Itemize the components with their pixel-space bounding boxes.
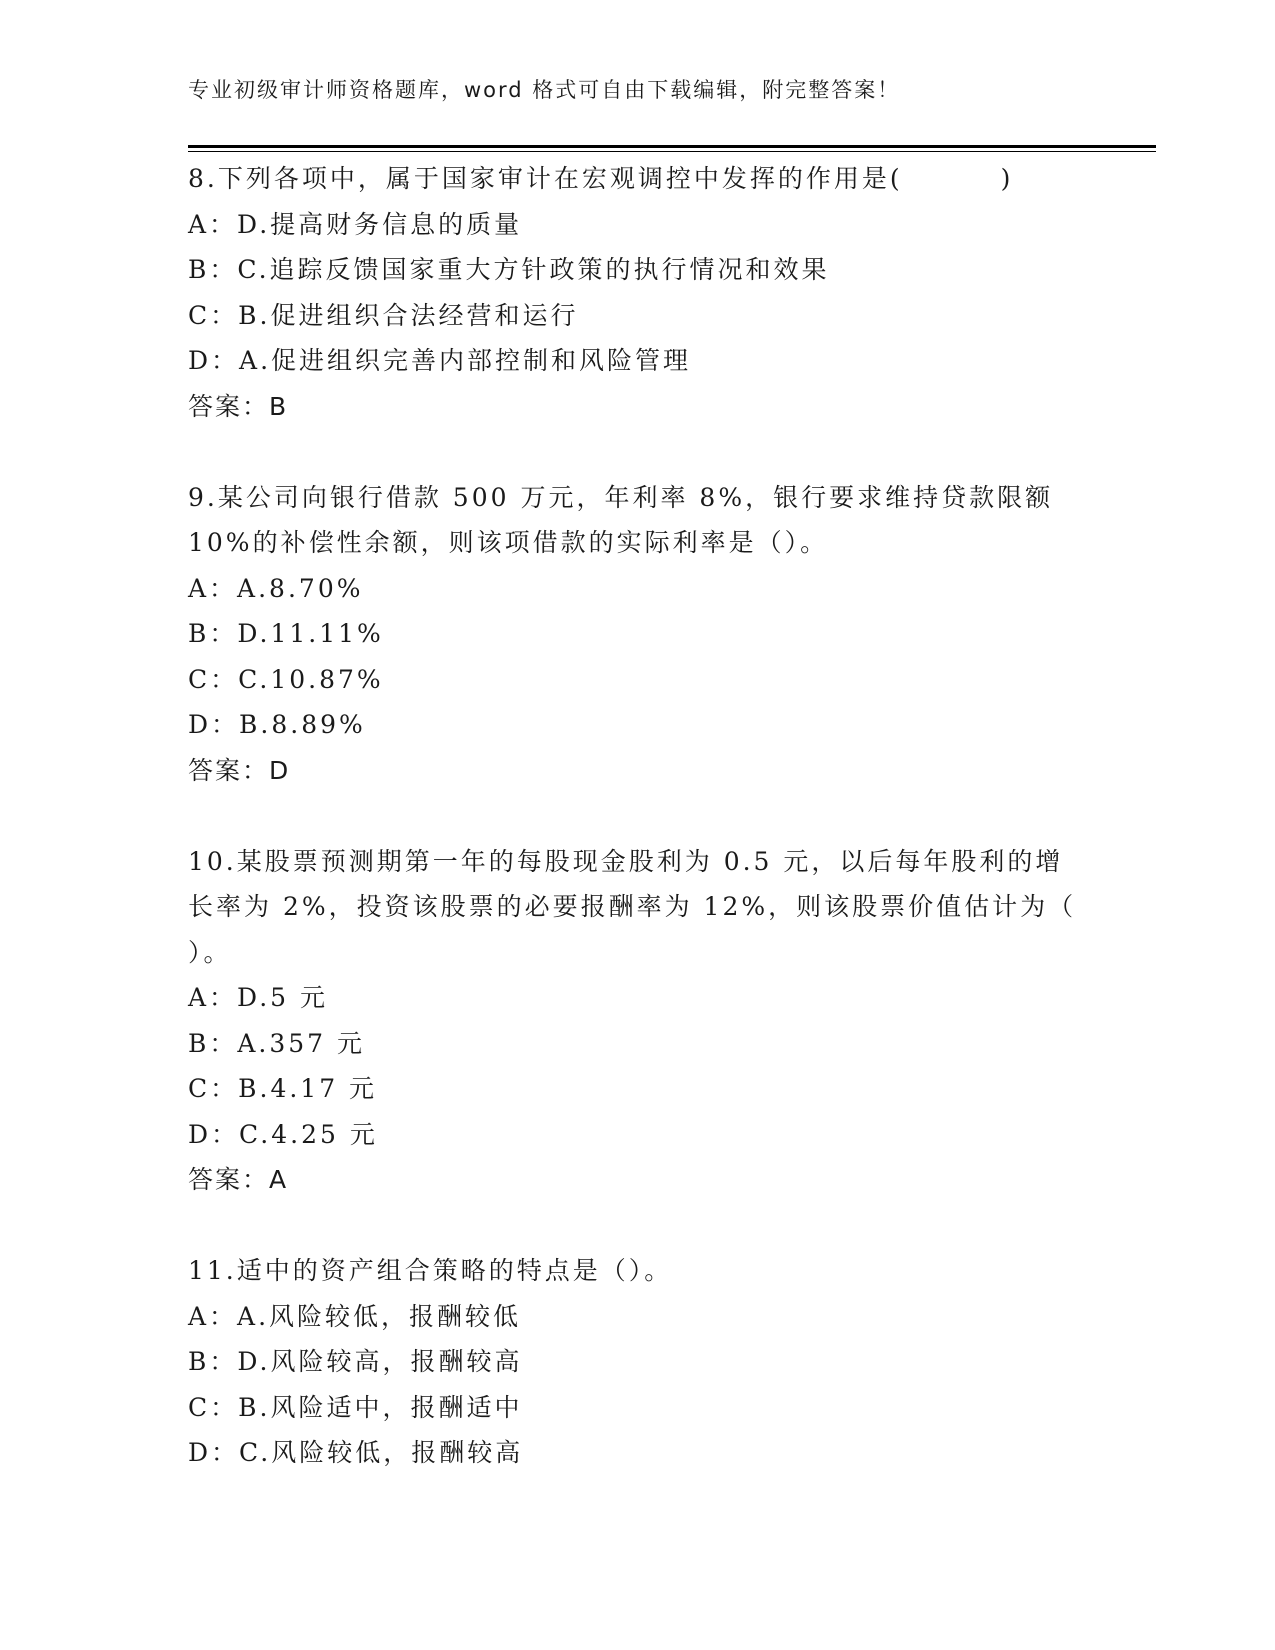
answer-line: 答案：A [188,1165,289,1194]
page-header: 专业初级审计师资格题库，word 格式可自由下载编辑，附完整答案！ [188,78,901,102]
option-c: C：B.4.17 元 [188,1074,378,1103]
question-stem [188,156,1088,202]
question-stem-close: ) [1000,164,1014,193]
option-c: C：C.10.87% [188,664,384,694]
question-8 [188,156,1088,429]
answer-line: 答案：D [188,755,291,785]
question-stem-line: 11.适中的资产组合策略的特点是（）。 [188,1256,673,1285]
option-c: C：B.风险适中，报酬适中 [188,1392,523,1422]
question-9 [188,475,1088,794]
option-a: A：A.8.70% [188,573,364,603]
question-list [188,156,1088,1476]
question-stem-line: 9.某公司向银行借款 500 万元，年利率 8%，银行要求维持贷款限额 [188,482,1054,512]
question-gap [188,1203,1088,1249]
question-stem-line: 10.某股票预测期第一年的每股现金股利为 0.5 元，以后每年股利的增 [188,846,1064,876]
option-d: D：B.8.89% [188,710,366,739]
option-a: A：A.风险较低，报酬较低 [188,1301,522,1331]
option-b: B：A.357 元 [188,1028,366,1058]
option-d: D：C.4.25 元 [188,1119,378,1149]
option-c: C：B.促进组织合法经营和运行 [188,300,579,330]
question-stem-line: 长率为 2%，投资该股票的必要报酬率为 12%，则该股票价值估计为（ [188,892,1077,921]
header-rule-thick [188,145,1156,148]
option-a: A：D.提高财务信息的质量 [188,209,523,239]
answer-line: 答案：B [188,391,289,421]
question-11 [188,1248,1088,1476]
question-stem-text: 8.下列各项中，属于国家审计在宏观调控中发挥的作用是( [188,164,903,193]
option-a: A：D.5 元 [188,983,329,1012]
option-d: D：C.风险较低，报酬较高 [188,1438,524,1467]
option-b: B：C.追踪反馈国家重大方针政策的执行情况和效果 [188,255,830,284]
option-b: B：D.11.11% [188,619,384,648]
question-stem-line: 10%的补偿性余额，则该项借款的实际利率是（）。 [188,528,829,557]
question-stem-line: ）。 [188,937,232,967]
question-10 [188,839,1088,1203]
header-rule-thin [188,151,1156,152]
question-gap [188,429,1088,475]
option-b: B：D.风险较高，报酬较高 [188,1347,523,1376]
option-d: D：A.促进组织完善内部控制和风险管理 [188,346,692,375]
question-gap [188,793,1088,839]
